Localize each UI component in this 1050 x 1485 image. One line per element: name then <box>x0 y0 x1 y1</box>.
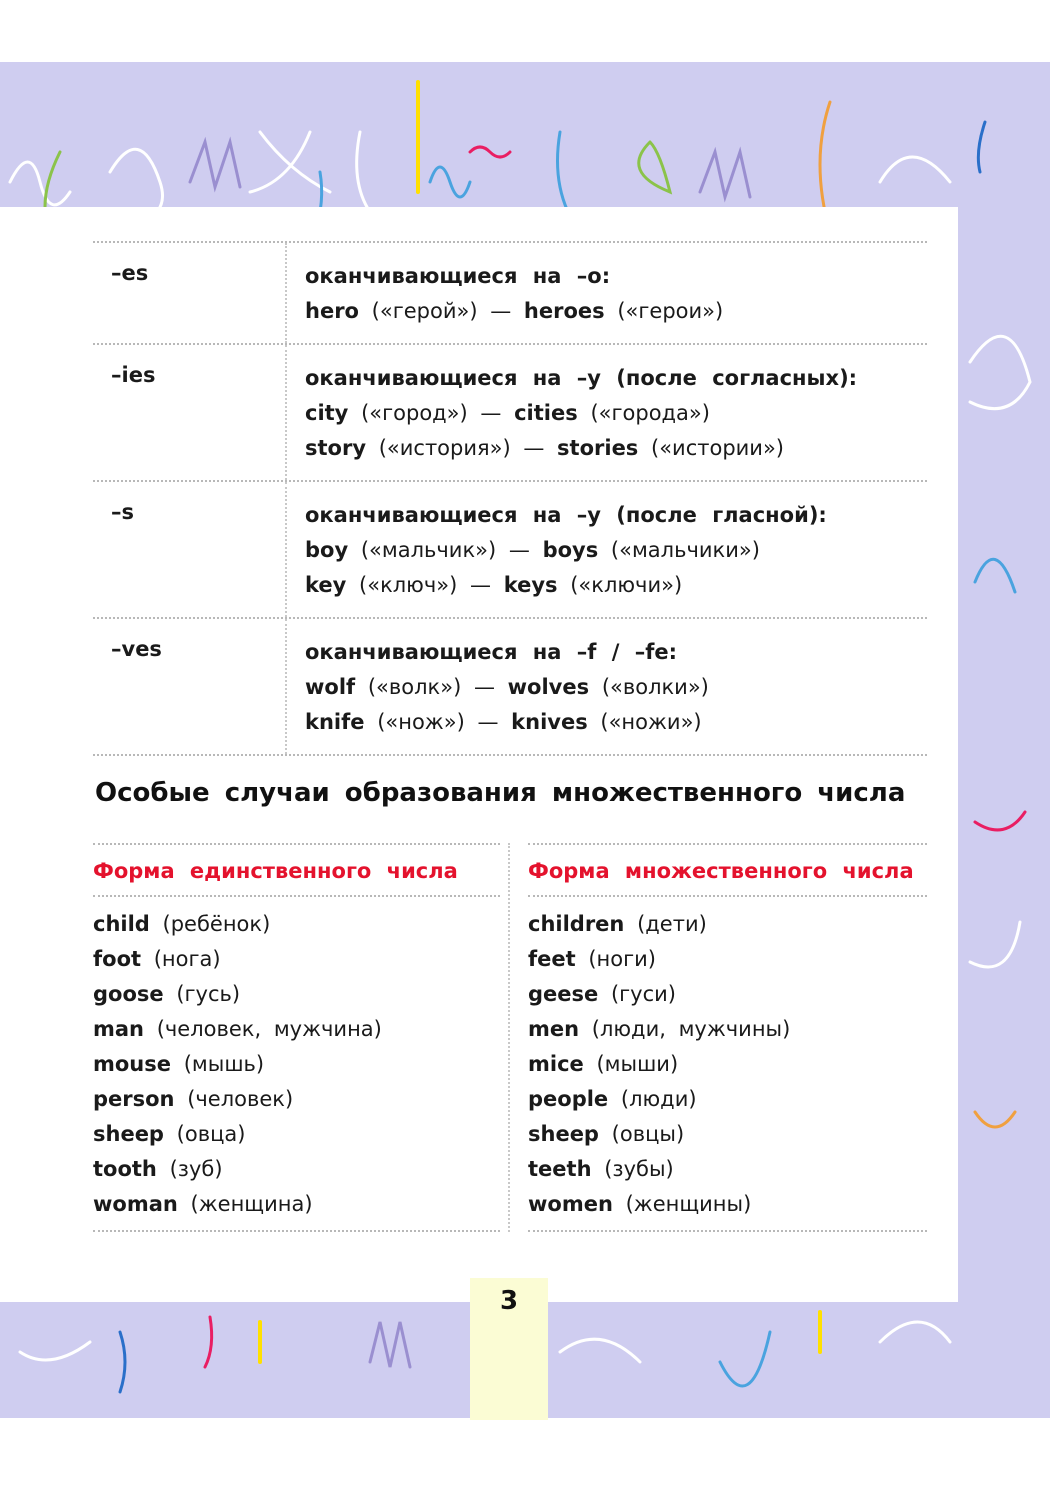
plural-word: wolves <box>507 675 590 699</box>
table-row <box>93 617 927 756</box>
word: tooth <box>93 1157 157 1181</box>
word: people <box>528 1087 609 1111</box>
translation: (мышь) <box>183 1052 265 1076</box>
singular-translation: («ключ») <box>359 573 458 597</box>
list-item <box>528 1047 927 1082</box>
word: teeth <box>528 1157 592 1181</box>
singular-list <box>93 897 500 1232</box>
word: geese <box>528 982 599 1006</box>
list-item <box>93 1187 500 1222</box>
word: women <box>528 1192 613 1216</box>
translation: (зубы) <box>604 1157 674 1181</box>
singular-word: hero <box>305 299 359 323</box>
word: mice <box>528 1052 584 1076</box>
example-line <box>305 294 927 329</box>
rule-heading: оканчивающиеся на –o: <box>305 264 611 288</box>
rule-cell <box>287 619 927 754</box>
list-item <box>528 907 927 942</box>
singular-translation: («мальчик») <box>360 538 497 562</box>
singular-word: knife <box>305 710 365 734</box>
translation: (гуси) <box>610 982 676 1006</box>
word: feet <box>528 947 576 971</box>
list-item <box>528 1082 927 1117</box>
singular-translation: («волк») <box>367 675 462 699</box>
plural-column <box>510 843 927 1232</box>
suffix-cell: –ves <box>93 619 287 754</box>
dash: — <box>480 401 502 425</box>
word: men <box>528 1017 580 1041</box>
word: man <box>93 1017 145 1041</box>
plural-word: heroes <box>523 299 605 323</box>
list-item <box>93 907 500 942</box>
translation: (люди, мужчины) <box>591 1017 791 1041</box>
suffix-cell: –ies <box>93 345 287 480</box>
example-line <box>305 705 927 740</box>
suffix-cell: –es <box>93 243 287 343</box>
translation: (дети) <box>637 912 707 936</box>
list-item <box>93 1117 500 1152</box>
singular-translation: («город») <box>361 401 468 425</box>
plural-endings-table <box>93 241 927 756</box>
singular-translation: («история») <box>378 436 511 460</box>
translation: (овцы) <box>611 1122 685 1146</box>
plural-word: knives <box>511 710 588 734</box>
translation: (женщины) <box>625 1192 752 1216</box>
list-item <box>528 977 927 1012</box>
translation: (человек, мужчина) <box>156 1017 382 1041</box>
word: goose <box>93 982 164 1006</box>
singular-word: story <box>305 436 367 460</box>
translation: (ребёнок) <box>162 912 271 936</box>
dash: — <box>523 436 545 460</box>
list-item <box>528 1012 927 1047</box>
singular-translation: («герой») <box>371 299 478 323</box>
example-line <box>305 431 927 466</box>
word: sheep <box>93 1122 164 1146</box>
plural-translation: («волки») <box>601 675 709 699</box>
list-item <box>93 942 500 977</box>
singular-column <box>93 843 510 1232</box>
dash: — <box>470 573 491 597</box>
rule-cell <box>287 243 927 343</box>
plural-translation: («ножи») <box>600 710 702 734</box>
list-item <box>528 942 927 977</box>
translation: (ноги) <box>588 947 657 971</box>
singular-word: boy <box>305 538 349 562</box>
list-item <box>528 1187 927 1222</box>
plural-header: Форма множественного числа <box>528 843 927 897</box>
table-row <box>93 480 927 617</box>
word: children <box>528 912 625 936</box>
section-title: Особые случаи образования множественного числа <box>95 778 906 808</box>
plural-translation: («города») <box>590 401 710 425</box>
example-line <box>305 396 927 431</box>
special-cases-table <box>93 843 927 1232</box>
rule-heading: оканчивающиеся на –y (после гласной): <box>305 503 827 527</box>
translation: (гусь) <box>176 982 241 1006</box>
suffix-cell: –s <box>93 482 287 617</box>
translation: (женщина) <box>190 1192 313 1216</box>
example-line <box>305 670 927 705</box>
table-row <box>93 343 927 480</box>
plural-translation: («истории») <box>651 436 784 460</box>
list-item <box>93 977 500 1012</box>
singular-translation: («нож») <box>377 710 465 734</box>
singular-header: Форма единственного числа <box>93 843 500 897</box>
rule-cell <box>287 482 927 617</box>
list-item <box>93 1012 500 1047</box>
plural-word: cities <box>514 401 578 425</box>
word: woman <box>93 1192 178 1216</box>
plural-word: boys <box>542 538 599 562</box>
rule-heading: оканчивающиеся на –y (после согласных): <box>305 366 858 390</box>
dash: — <box>490 299 512 323</box>
example-line <box>305 568 927 603</box>
translation: (нога) <box>153 947 221 971</box>
dash: — <box>508 538 530 562</box>
list-item <box>93 1152 500 1187</box>
list-item <box>93 1082 500 1117</box>
list-item <box>528 1117 927 1152</box>
example-line <box>305 533 927 568</box>
singular-word: wolf <box>305 675 356 699</box>
singular-word: city <box>305 401 349 425</box>
plural-word: keys <box>503 573 558 597</box>
plural-list <box>528 897 927 1232</box>
plural-translation: («герои») <box>617 299 724 323</box>
table-row <box>93 241 927 343</box>
singular-word: key <box>305 573 347 597</box>
rule-cell <box>287 345 927 480</box>
dash: — <box>473 675 495 699</box>
word: mouse <box>93 1052 172 1076</box>
dash: — <box>477 710 499 734</box>
word: child <box>93 912 150 936</box>
translation: (зуб) <box>169 1157 223 1181</box>
list-item <box>528 1152 927 1187</box>
rule-heading: оканчивающиеся на –f / –fe: <box>305 640 677 664</box>
plural-translation: («ключи») <box>570 573 683 597</box>
translation: (мыши) <box>596 1052 679 1076</box>
translation: (человек) <box>187 1087 294 1111</box>
list-item <box>93 1047 500 1082</box>
page-number: 3 <box>499 1286 519 1316</box>
word: foot <box>93 947 142 971</box>
plural-translation: («мальчики») <box>610 538 760 562</box>
word: person <box>93 1087 175 1111</box>
translation: (люди) <box>620 1087 697 1111</box>
translation: (овца) <box>176 1122 246 1146</box>
plural-word: stories <box>557 436 639 460</box>
word: sheep <box>528 1122 599 1146</box>
